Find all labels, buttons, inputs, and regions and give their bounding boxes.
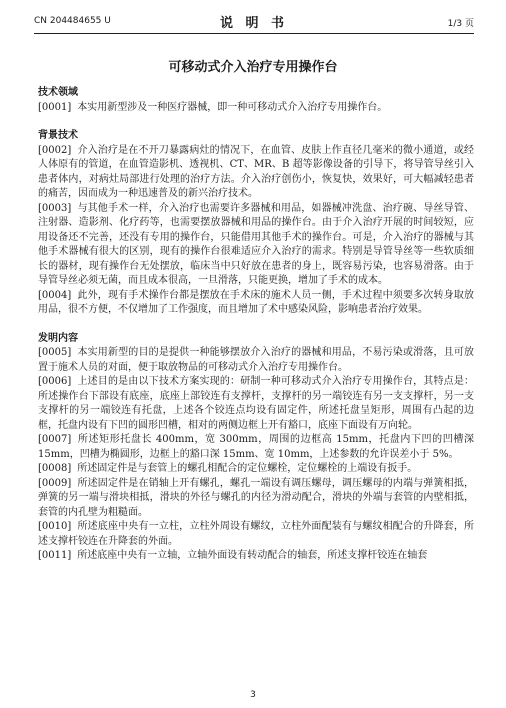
page-header (34, 12, 474, 32)
patent-number: CN 204484655 U (34, 16, 111, 26)
document-type: 说 明 书 (219, 16, 289, 31)
paragraph-text: 本实用新型的目的是提供一种能够摆放介入治疗的器械和用品，不易污染或滑落，且可放置于施术人员的对面，便于取放物品的可移动式介入治疗专用操作台。 (38, 347, 474, 373)
paragraph-text: 所述底座中央有一立轴，立轴外面设有转动配合的轴套，所述支撑杆铰连在轴套 (77, 550, 428, 561)
paragraph (38, 520, 474, 549)
paragraph-number: [0001] (38, 101, 72, 113)
paragraph-number: [0010] (38, 521, 72, 532)
paragraph-number: [0007] (38, 434, 72, 445)
paragraph-number: [0009] (38, 477, 72, 489)
paragraph-number: [0003] (38, 202, 72, 214)
paragraph-text: 所述固定件是在销轴上开有螺孔，螺孔一端设有调压螺母，调压螺母的内端与弹簧相抵，弹簧的另一端与滑块相抵，滑块的外径与螺孔的内径为滑动配合，滑块的外端与套管的内壁相抵，套管的内孔壁为粗糙面。 (38, 477, 474, 518)
paragraph (38, 202, 474, 289)
document-body (38, 86, 474, 564)
paragraph-text: 上述目的是由以下技术方案实现的：研制一种可移动式介入治疗专用操作台，其特点是：所述操作台下部设有底座，底座上部铰连有支撑杆，支撑杆的另一端铰连有另一支支撑杆，另一支支撑杆的另一端铰连有托盘，上述各个铰连点均设有固定件，所述托盘呈矩形，周围有凸起的边框，托盘内设有下凹的圆形凹槽，相对的两侧边框上开有豁口，底座下面设有万向轮。 (38, 376, 474, 431)
section-heading-invention: 发明内容 (38, 332, 78, 344)
paragraph (38, 101, 474, 116)
paragraph (38, 144, 474, 202)
document-title: 可移动式介入治疗专用操作台 (168, 60, 338, 75)
paragraph-text: 本实用新型涉及一种医疗器械，即一种可移动式介入治疗专用操作台。 (77, 101, 388, 113)
paragraph-text: 与其他手术一样，介入治疗也需要许多器械和用品，如器械冲洗盘、治疗碗、导丝导管、注射器、造影剂、化疗药等，也需要摆放器械和用品的操作台。由于介入治疗开展的时间较短，应用设备还不完善，还没有专用的操作台，只能借用其他手术的操作台。可是，介入治疗的器械与其他手术器械有很大的区别，现有的操作台很难适应介入治疗的需求。特别是导管导丝等一些软质细长的器材，现有操作台无处摆放，临床当中只好放在患者的身上，既容易污染，也容易滑落。由于导管导丝必须无菌，而且成本很高，一旦滑落，只能更换，增加了手术的成本。 (38, 202, 474, 286)
paragraph-number: [0006] (38, 376, 72, 387)
paragraph-text: 介入治疗是在不开刀暴露病灶的情况下，在血管、皮肤上作直径几毫米的微小通道，或经人体原有的管道，在血管造影机、透视机、CT、MR、B 超等影像设备的引导下，将导管导丝引入患者体内，对病灶局部进行处理的治疗方法。介入治疗创伤小，恢复快，效果好，可大幅减轻患者的痛苦，因而成为一种迅速普及的新兴治疗技术。 (38, 144, 474, 199)
paragraph-text: 所述矩形托盘长 400mm，宽 300mm，周围的边框高 15mm，托盘内下凹的凹槽深 15mm，凹槽为椭圆形，边框上的豁口深 15mm、宽 10mm，上述参数的允许误差小于 5%。 (38, 434, 474, 460)
paragraph-text: 所述底座中央有一立柱，立柱外周设有螺纹，立柱外面配装有与螺纹相配合的升降套，所述支撑杆铰连在升降套的外面。 (38, 521, 474, 547)
paragraph (38, 462, 474, 477)
paragraph (38, 549, 474, 564)
page-number: 3 (250, 690, 256, 700)
paragraph-text: 此外，现有手术操作台都是摆放在手术床的施术人员一侧，手术过程中须要多次转身取放用品，很不方便，不仅增加了工作强度，而且增加了术中感染风险，影响患者治疗效果。 (38, 289, 474, 315)
section-heading-background: 背景技术 (38, 130, 78, 141)
paragraph (38, 477, 474, 521)
paragraph-number: [0005] (38, 347, 72, 358)
paragraph (38, 375, 474, 433)
paragraph-text: 所述固定件是与套管上的螺孔相配合的定位螺栓，定位螺栓的上端设有扳手。 (77, 463, 418, 474)
section-heading-tech-field: 技术领域 (38, 87, 78, 98)
paragraph (38, 346, 474, 375)
paragraph-number: [0004] (38, 289, 72, 301)
header-rule (34, 33, 474, 34)
page-indicator: 1/3 页 (447, 19, 474, 29)
paragraph-number: [0008] (38, 463, 72, 474)
paragraph-number: [0011] (38, 550, 72, 561)
paragraph-number: [0002] (38, 144, 72, 156)
paragraph (38, 289, 474, 318)
paragraph (38, 433, 474, 462)
